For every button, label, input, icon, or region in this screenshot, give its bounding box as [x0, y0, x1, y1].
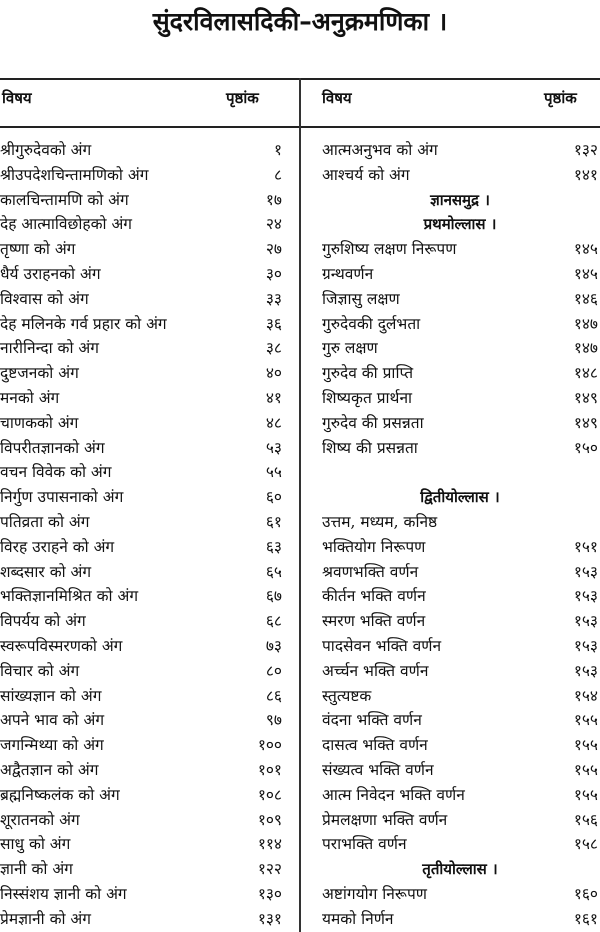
entry-page-number: ६७ — [265, 587, 282, 606]
entry-page-number: १५० — [573, 438, 598, 457]
entry-title: भक्तिज्ञानमिश्रित को अंग — [0, 587, 139, 606]
index-entry — [0, 560, 282, 585]
entry-title: विरह उराहने को अंग — [0, 537, 115, 556]
entry-title: अर्च्चन भक्ति वर्णन — [322, 661, 429, 680]
entry-title: शब्दसार को अंग — [0, 562, 92, 581]
entry-title: जिज्ञासु लक्षण — [322, 289, 400, 308]
entry-page-number: १४५ — [573, 240, 598, 259]
entry-page-number: ७३ — [265, 636, 282, 655]
entry-page-number: ४१ — [265, 388, 282, 407]
entry-page-number: १४१ — [573, 165, 598, 184]
entry-page-number: ३६ — [265, 314, 282, 333]
index-entry — [322, 287, 598, 312]
entry-title: शिष्य की प्रसन्नता — [322, 438, 418, 457]
entry-page-number: १५५ — [573, 736, 598, 755]
index-entry — [0, 436, 282, 461]
index-entry — [0, 336, 282, 361]
entry-title: विपरीतज्ञानको अंग — [0, 438, 105, 457]
entry-page-number: १५८ — [573, 835, 598, 854]
entry-title: उत्तम, मध्यम, कनिष्ठ — [322, 512, 438, 531]
page-title: सुंदरविलासदिकी–अनुक्रमणिका । — [152, 7, 448, 36]
entry-title: श्रीउपदेशचिन्तामणिको अंग — [0, 165, 149, 184]
entry-page-number: ४८ — [265, 413, 282, 432]
entry-title: देह मलिनके गर्व प्रहार को अंग — [0, 314, 167, 333]
index-entry — [322, 138, 598, 163]
entry-page-number: २४ — [265, 215, 282, 234]
entry-title: गुरु लक्षण — [322, 339, 378, 358]
index-entry — [322, 584, 598, 609]
entry-title: धैर्य उराहनको अंग — [0, 264, 101, 283]
index-entry — [322, 758, 598, 783]
entry-page-number: १४८ — [573, 364, 598, 383]
index-entry — [0, 808, 282, 833]
entry-title: चाणकको अंग — [0, 413, 79, 432]
index-entry — [322, 163, 598, 188]
left-page-header: पृष्ठांक — [226, 89, 259, 107]
entry-title: आश्चर्य को अंग — [322, 165, 410, 184]
index-entry — [322, 535, 598, 560]
entry-title: विचार को अंग — [0, 661, 80, 680]
right-index-column — [322, 138, 598, 932]
entry-page-number: १५६ — [573, 810, 598, 829]
entry-title: आत्म निवेदन भक्ति वर्णन — [322, 785, 465, 804]
entry-page-number: १५५ — [573, 711, 598, 730]
entry-title: प्रेमलक्षणा भक्ति वर्णन — [322, 810, 448, 829]
entry-page-number: १४७ — [573, 339, 598, 358]
entry-title: निर्गुण उपासनाको अंग — [0, 488, 124, 507]
entry-page-number: १५३ — [573, 562, 598, 581]
index-entry — [0, 188, 282, 213]
index-entry — [322, 560, 598, 585]
entry-title: प्रेमज्ञानी को अंग — [0, 909, 91, 928]
entry-page-number: १५५ — [573, 760, 598, 779]
entry-title: साधु को अंग — [0, 835, 71, 854]
entry-page-number: १३१ — [257, 909, 282, 928]
index-entry — [0, 535, 282, 560]
entry-page-number: ३८ — [265, 339, 282, 358]
index-entry — [0, 361, 282, 386]
entry-page-number: १५३ — [573, 612, 598, 631]
entry-title: पतिव्रता को अंग — [0, 512, 90, 531]
entry-title: गुरुदेव की प्राप्ति — [322, 364, 414, 383]
entry-page-number: १५३ — [573, 636, 598, 655]
entry-page-number: १३२ — [573, 141, 598, 159]
index-entry — [322, 336, 598, 361]
entry-page-number: २७ — [265, 240, 282, 259]
index-entry — [322, 436, 598, 461]
entry-page-number: १४९ — [573, 388, 598, 407]
entry-title: तृष्णा को अंग — [0, 240, 76, 259]
index-entry — [0, 262, 282, 287]
entry-page-number: १४५ — [573, 264, 598, 283]
entry-title: नारीनिन्दा को अंग — [0, 339, 99, 358]
index-entry — [0, 634, 282, 659]
entry-page-number: १०९ — [257, 810, 282, 829]
entry-page-number: १५३ — [573, 661, 598, 680]
entry-page-number — [558, 510, 598, 535]
index-entry — [322, 634, 598, 659]
entry-page-number: १४७ — [573, 314, 598, 333]
entry-title: पराभक्ति वर्णन — [322, 835, 407, 854]
entry-page-number: ३३ — [265, 289, 282, 308]
left-subject-header: विषय — [2, 89, 32, 107]
index-entry — [0, 609, 282, 634]
entry-title: शूरातनको अंग — [0, 810, 80, 829]
entry-page-number: ६८ — [265, 612, 282, 631]
entry-title: भक्तियोग निरूपण — [322, 537, 426, 556]
index-entry — [0, 386, 282, 411]
entry-title: दासत्व भक्ति वर्णन — [322, 736, 428, 755]
entry-title: श्रवणभक्ति वर्णन — [322, 562, 419, 581]
entry-page-number: १ — [273, 141, 282, 159]
entry-title: स्मरण भक्ति वर्णन — [322, 612, 426, 631]
index-entry — [322, 708, 598, 733]
index-entry — [322, 907, 598, 932]
index-entry — [0, 659, 282, 684]
entry-page-number: १०१ — [257, 760, 282, 779]
entry-page-number: १५४ — [573, 686, 598, 705]
entry-title: ज्ञानी को अंग — [0, 860, 73, 879]
index-entry — [322, 510, 598, 535]
index-entry — [0, 411, 282, 436]
index-entry — [0, 485, 282, 510]
entry-page-number: १०० — [257, 736, 282, 755]
column-divider — [299, 78, 301, 932]
entry-title: कालचिन्तामणि को अंग — [0, 190, 129, 209]
index-entry — [322, 882, 598, 907]
entry-page-number: १५५ — [573, 785, 598, 804]
entry-title: यमको निर्णन — [322, 909, 394, 928]
entry-title: गुरुशिष्य लक्षण निरूपण — [322, 240, 457, 259]
section-heading: द्वितीयोल्लास । — [420, 488, 500, 507]
entry-title: संख्यत्व भक्ति वर्णन — [322, 760, 434, 779]
entry-page-number: ६० — [265, 488, 282, 507]
entry-title: वचन विवेक को अंग — [0, 463, 112, 482]
entry-title: दुष्टजनको अंग — [0, 364, 79, 383]
entry-page-number: ६१ — [265, 512, 282, 531]
index-entry — [0, 708, 282, 733]
index-entry — [0, 212, 282, 237]
index-entry — [322, 411, 598, 436]
right-page-header: पृष्ठांक — [544, 89, 577, 107]
entry-page-number: ५३ — [265, 438, 282, 457]
entry-page-number: १३० — [257, 884, 282, 903]
entry-page-number: १२२ — [257, 860, 282, 879]
index-entry — [0, 138, 282, 163]
index-entry — [322, 609, 598, 634]
entry-title: श्रीगुरुदेवको अंग — [0, 141, 92, 159]
entry-title: विपर्यय को अंग — [0, 612, 86, 631]
index-entry — [322, 262, 598, 287]
blank-row — [322, 460, 598, 485]
index-entry — [322, 312, 598, 337]
entry-title: गुरुदेवकी दुर्लभता — [322, 314, 421, 333]
index-entry — [0, 237, 282, 262]
index-entry — [322, 237, 598, 262]
entry-page-number: १४६ — [573, 289, 598, 308]
entry-title: पादसेवन भक्ति वर्णन — [322, 636, 442, 655]
index-entry — [322, 832, 598, 857]
entry-page-number: १६१ — [573, 909, 598, 928]
entry-title: अद्वैतज्ञान को अंग — [0, 760, 99, 779]
entry-title: आत्मअनुभव को अंग — [322, 141, 438, 159]
left-index-column — [0, 138, 282, 932]
right-subject-header: विषय — [322, 89, 352, 107]
index-entry — [0, 312, 282, 337]
index-entry — [322, 386, 598, 411]
entry-title: स्तुत्यष्टक — [322, 686, 372, 705]
entry-page-number: १५३ — [573, 587, 598, 606]
index-entry — [0, 758, 282, 783]
entry-title: जगन्मिथ्या को अंग — [0, 736, 104, 755]
entry-page-number: ८ — [273, 165, 282, 184]
entry-title: निस्संशय ज्ञानी को अंग — [0, 884, 127, 903]
entry-page-number: १५१ — [573, 537, 598, 556]
section-heading: ज्ञानसमुद्र । — [430, 190, 490, 209]
section-heading: प्रथमोल्लास । — [423, 215, 497, 234]
index-entry — [0, 733, 282, 758]
entry-page-number: ५५ — [265, 463, 282, 482]
entry-title: स्वरूपविस्मरणको अंग — [0, 636, 123, 655]
entry-title: वंदना भक्ति वर्णन — [322, 711, 422, 730]
index-entry — [0, 857, 282, 882]
index-entry — [322, 361, 598, 386]
index-entry — [0, 907, 282, 932]
index-entry — [322, 783, 598, 808]
entry-page-number: १७ — [265, 190, 282, 209]
entry-page-number: १४९ — [573, 413, 598, 432]
entry-page-number: ९७ — [265, 711, 282, 730]
entry-page-number: ८६ — [265, 686, 282, 705]
entry-title: गुरुदेव की प्रसन्नता — [322, 413, 424, 432]
index-entry — [0, 783, 282, 808]
index-entry — [322, 659, 598, 684]
index-entry — [0, 510, 282, 535]
index-entry — [0, 832, 282, 857]
entry-page-number: ८० — [265, 661, 282, 680]
index-entry — [0, 163, 282, 188]
index-entry — [0, 584, 282, 609]
entry-title: अपने भाव को अंग — [0, 711, 105, 730]
entry-title: शिष्यकृत प्रार्थना — [322, 388, 413, 407]
entry-page-number: १६० — [573, 884, 598, 903]
entry-title: विश्वास को अंग — [0, 289, 89, 308]
entry-page-number: १०८ — [257, 785, 282, 804]
index-entry — [322, 808, 598, 833]
entry-page-number: ६३ — [265, 537, 282, 556]
entry-page-number: ६५ — [265, 562, 282, 581]
section-heading: तृतीयोल्लास । — [422, 860, 498, 879]
index-entry — [322, 684, 598, 709]
entry-title: अष्टांगयोग निरूपण — [322, 884, 427, 903]
entry-page-number: ३० — [265, 264, 282, 283]
index-entry — [0, 684, 282, 709]
index-entry — [0, 882, 282, 907]
entry-title: कीर्तन भक्ति वर्णन — [322, 587, 426, 606]
index-entry — [0, 287, 282, 312]
entry-title: ग्रन्थवर्णन — [322, 264, 374, 283]
entry-title: मनको अंग — [0, 388, 60, 407]
entry-title: सांख्यज्ञान को अंग — [0, 686, 102, 705]
index-entry — [0, 460, 282, 485]
entry-page-number: ११४ — [257, 835, 282, 854]
entry-page-number: ४० — [265, 364, 282, 383]
entry-title: देह आत्माविछोहको अंग — [0, 215, 133, 234]
entry-title: ब्रह्मनिष्कलंक को अंग — [0, 785, 120, 804]
index-entry — [322, 733, 598, 758]
